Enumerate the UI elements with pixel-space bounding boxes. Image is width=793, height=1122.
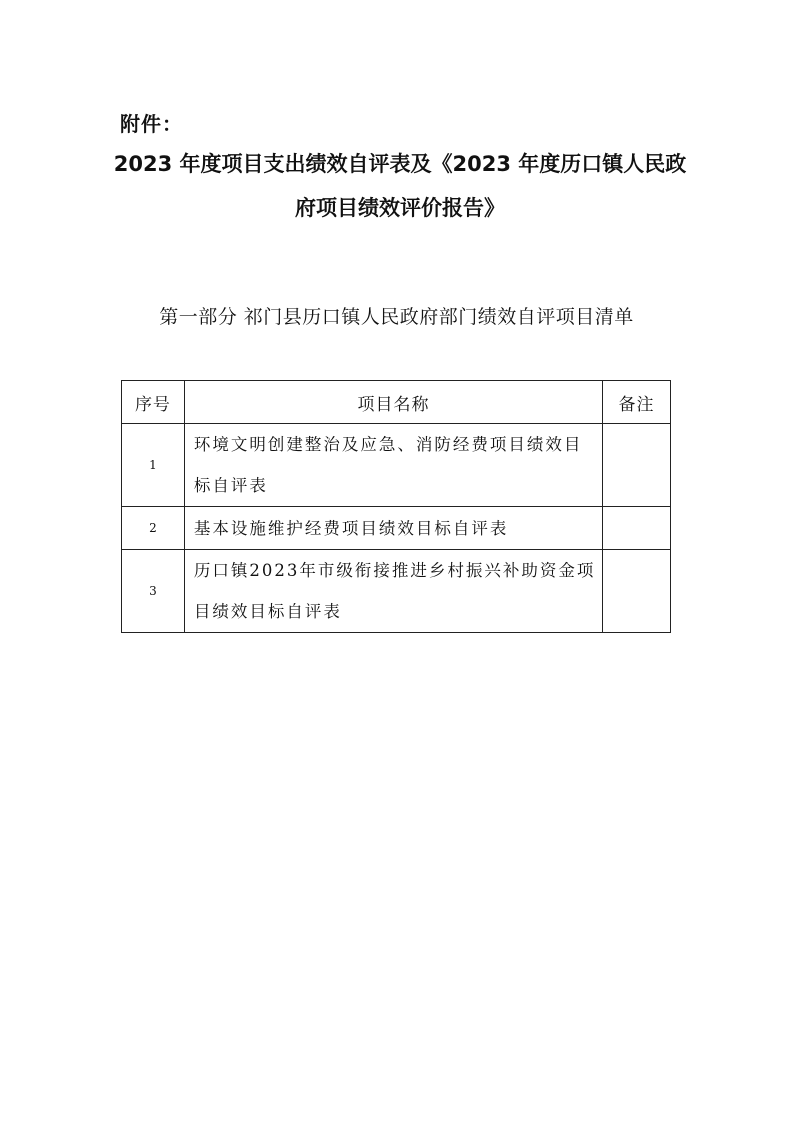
table-header-row <box>122 381 671 424</box>
document-title-line-2: 府项目绩效评价报告》 <box>295 196 505 220</box>
header-remark: 备注 <box>603 381 671 424</box>
row-serial-number: 1 <box>122 424 185 507</box>
document-title-line-1: 2023 年度项目支出绩效自评表及《2023 年度历口镇人民政 <box>113 152 687 176</box>
row-remark <box>603 507 671 550</box>
row-project-name: 历口镇2023年市级衔接推进乡村振兴补助资金项目绩效目标自评表 <box>184 550 602 633</box>
table-row <box>122 550 671 633</box>
header-project-name: 项目名称 <box>184 381 602 424</box>
table-row <box>122 507 671 550</box>
row-project-name: 基本设施维护经费项目绩效目标自评表 <box>184 507 602 550</box>
row-serial-number: 2 <box>122 507 185 550</box>
row-project-name: 环境文明创建整治及应急、消防经费项目绩效目标自评表 <box>184 424 602 507</box>
attachment-label: 附件： <box>120 112 183 136</box>
project-checklist-table <box>121 380 671 633</box>
header-serial-number: 序号 <box>122 381 185 424</box>
row-serial-number: 3 <box>122 550 185 633</box>
table-row <box>122 424 671 507</box>
row-remark <box>603 424 671 507</box>
row-remark <box>603 550 671 633</box>
section-heading: 第一部分 祁门县历口镇人民政府部门绩效自评项目清单 <box>159 306 634 328</box>
